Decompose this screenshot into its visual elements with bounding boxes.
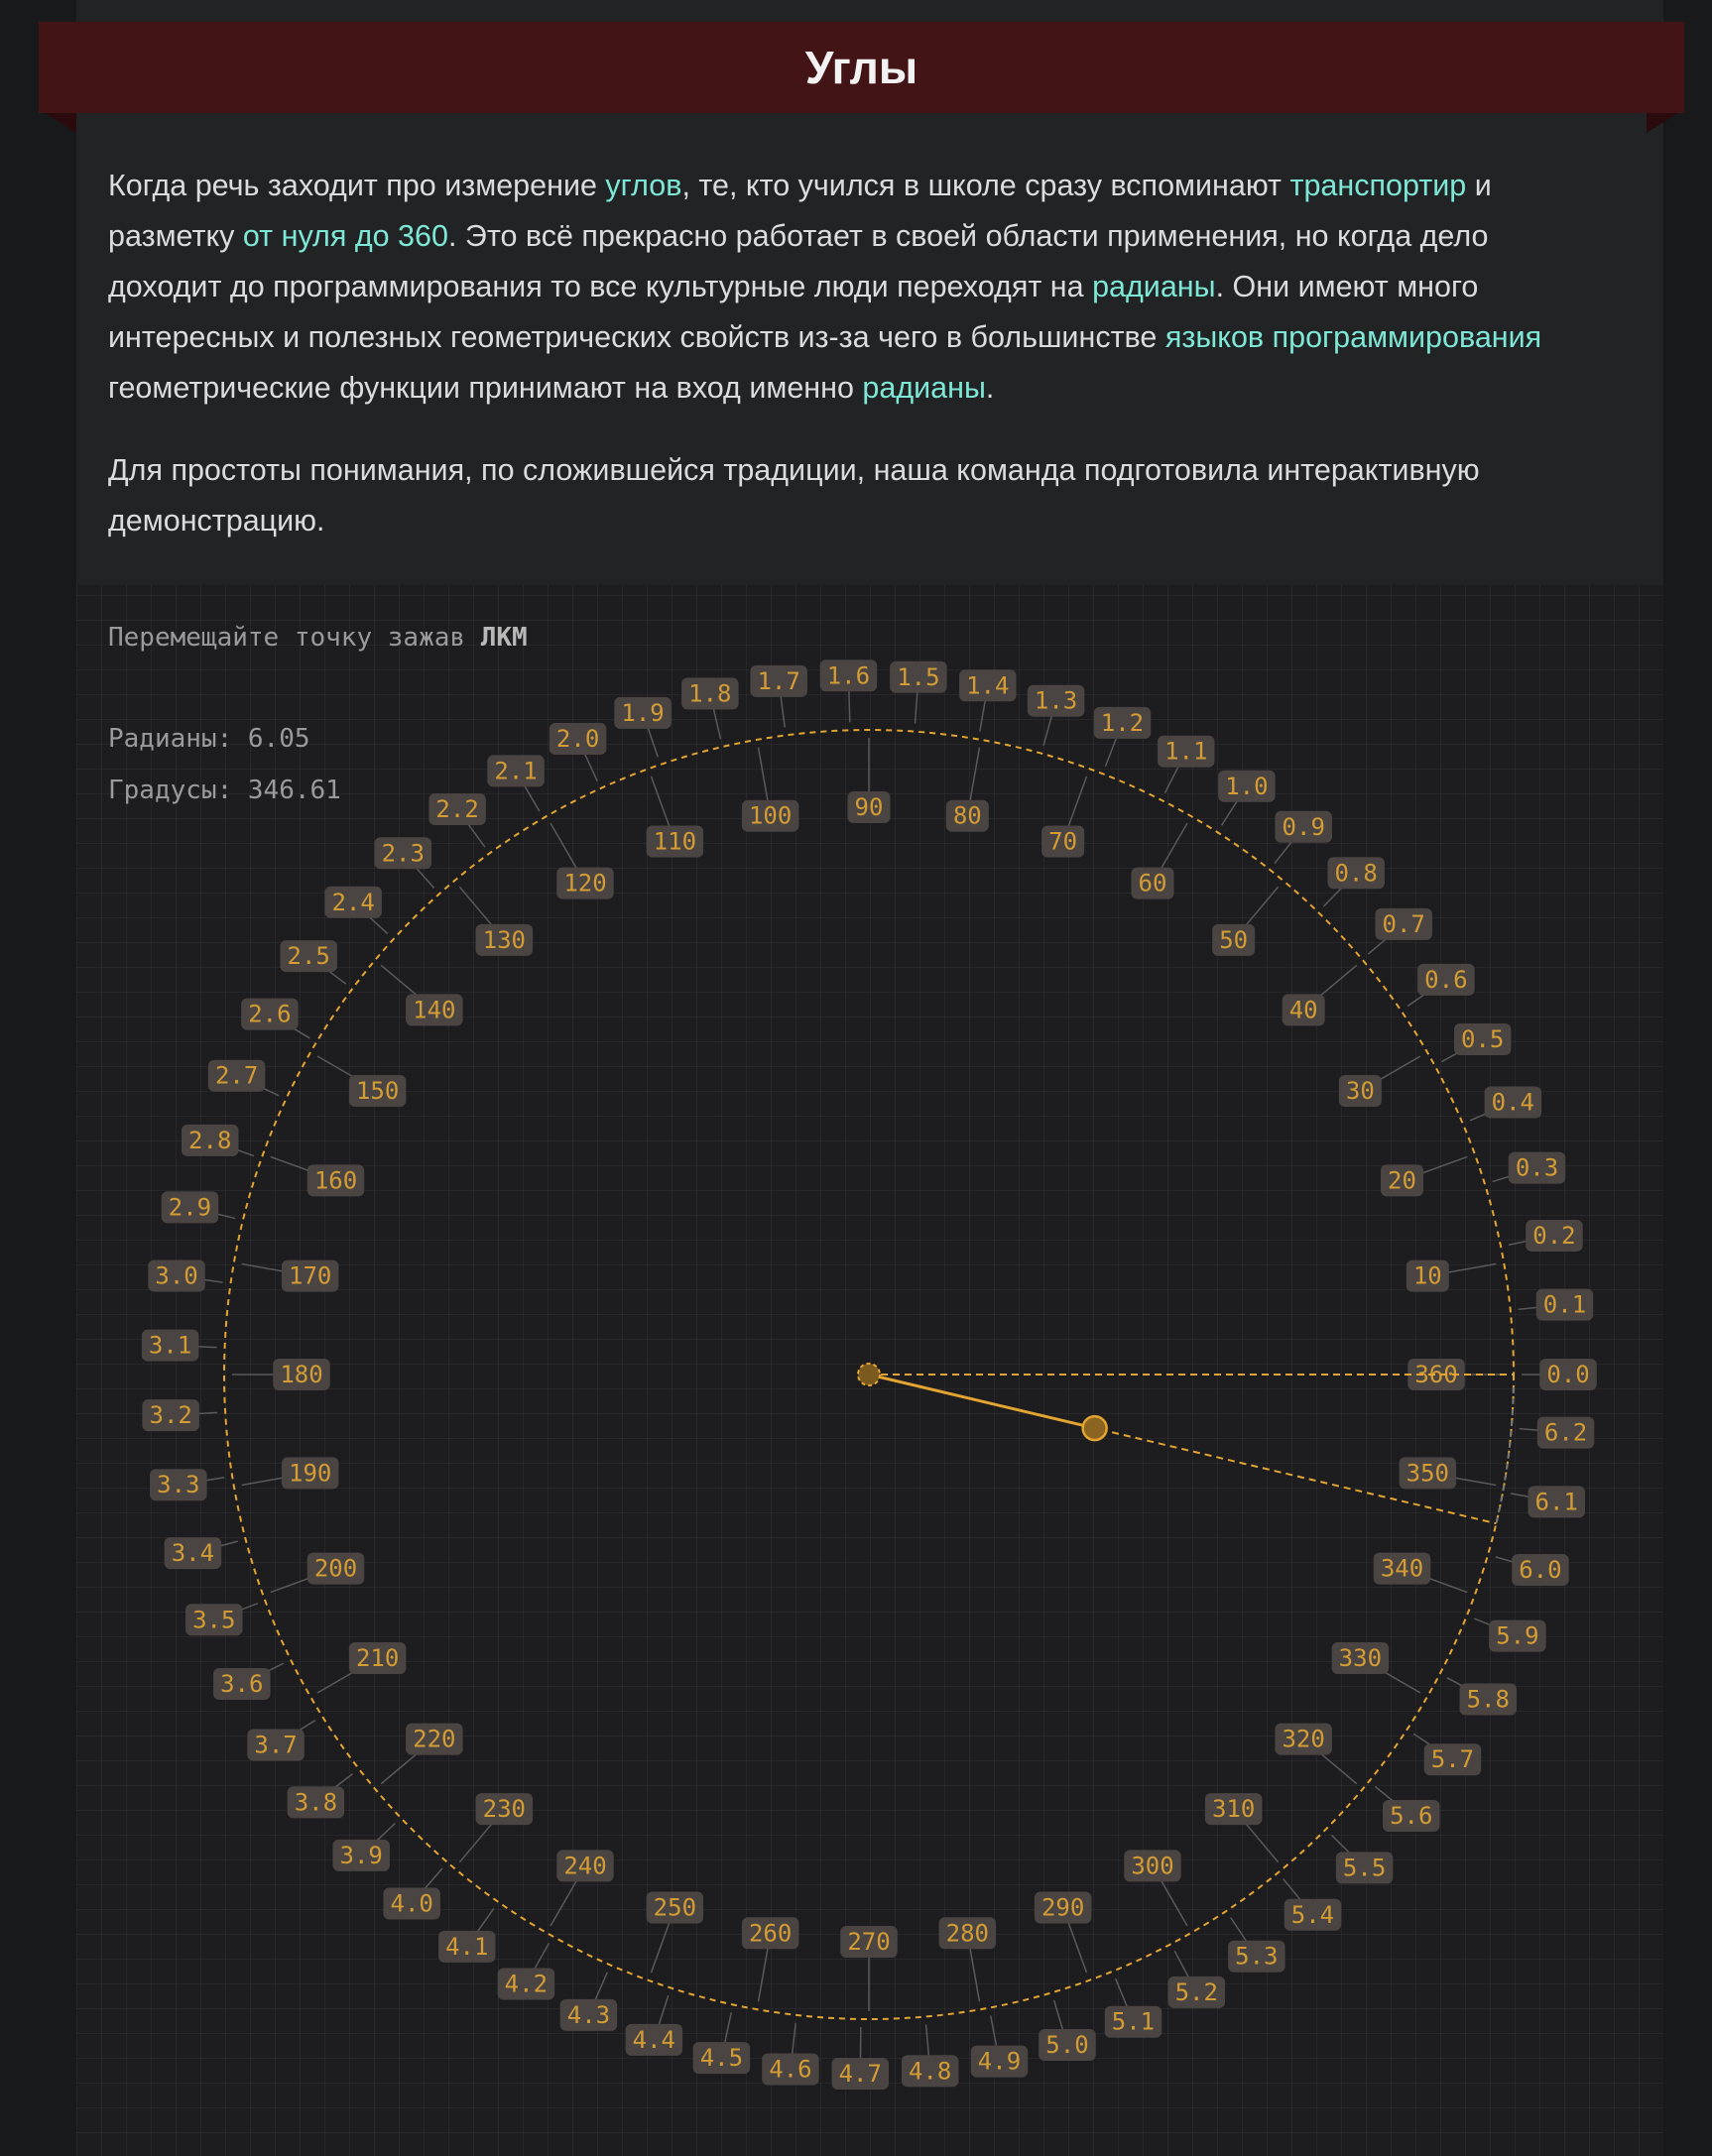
article-text: , те, кто учился в школе сразу вспоминают	[681, 169, 1290, 202]
radian-label-text: 6.2	[1543, 1418, 1588, 1447]
degree-label-text: 80	[952, 801, 982, 830]
radian-label-text: 4.6	[769, 2055, 812, 2084]
radian-label	[1509, 1152, 1566, 1184]
drag-hint-key: ЛКМ	[480, 623, 528, 653]
radian-label	[1489, 1620, 1546, 1652]
degree-label-text: 240	[563, 1852, 607, 1880]
radian-label-text: 4.2	[504, 1970, 549, 1998]
radian-label-text: 3.9	[339, 1841, 383, 1869]
degree-label	[273, 1359, 330, 1390]
radian-label	[142, 1330, 199, 1362]
demo-intro-paragraph: Для простоты понимания, по сложившейся традиции, наша команда подготовила интерактивную демонстрацию.	[108, 453, 1480, 538]
radian-label	[550, 723, 607, 755]
radian-label	[1539, 1359, 1597, 1390]
radian-label-text: 4.5	[699, 2044, 744, 2073]
radian-label	[1284, 1899, 1342, 1931]
radian-label-text: 2.7	[214, 1061, 259, 1090]
article-link[interactable]: радианы	[862, 371, 986, 405]
degree-label	[1339, 1075, 1382, 1107]
radian-label	[1485, 1086, 1542, 1118]
radian-label-text: 6.0	[1519, 1555, 1562, 1584]
degree-label	[556, 1850, 614, 1881]
radian-label	[693, 2042, 751, 2074]
degree-label-text: 120	[563, 869, 607, 898]
degree-label	[1035, 1892, 1092, 1924]
degree-label-text: 100	[748, 801, 793, 830]
radian-label	[832, 2058, 890, 2090]
degree-label	[307, 1553, 365, 1585]
radian-label	[148, 1260, 205, 1292]
degree-label	[406, 994, 463, 1025]
degree-label-text: 90	[854, 793, 884, 821]
degree-label	[406, 1724, 463, 1755]
radian-label-text: 3.1	[148, 1331, 192, 1360]
radian-label-text: 2.3	[381, 839, 425, 868]
radian-label	[487, 755, 545, 786]
degree-label	[1381, 1164, 1423, 1196]
drag-handle[interactable]	[1083, 1416, 1107, 1440]
radian-label-text: 3.0	[155, 1261, 198, 1290]
radians-label: Радианы:	[108, 724, 233, 754]
radian-label-text: 4.3	[566, 2000, 611, 2029]
degree-label	[1124, 1850, 1181, 1881]
radian-label-text: 4.7	[838, 2059, 882, 2088]
radian-label-text: 0.7	[1382, 909, 1425, 938]
radian-label	[1375, 908, 1432, 940]
radian-label-text: 5.9	[1496, 1621, 1539, 1650]
radian-label	[162, 1191, 219, 1223]
radian-label	[1526, 1220, 1583, 1252]
radian-label	[498, 1968, 554, 1999]
radian-label	[247, 1730, 305, 1761]
radian-label	[1537, 1417, 1595, 1449]
degree-label	[946, 800, 989, 832]
radian-label-text: 0.2	[1532, 1221, 1576, 1250]
radian-label-text: 0.9	[1282, 812, 1325, 841]
radian-label-text: 2.1	[494, 757, 538, 785]
radian-label	[971, 2046, 1029, 2078]
radian-label	[762, 2054, 819, 2086]
radian-label-text: 0.0	[1546, 1361, 1590, 1388]
radian-label	[142, 1399, 199, 1431]
radian-label	[241, 999, 299, 1030]
radian-label-text: 1.6	[826, 661, 871, 690]
radian-label-text: 5.3	[1235, 1942, 1279, 1971]
radian-label-text: 1.3	[1034, 686, 1078, 715]
degree-label-text: 270	[847, 1928, 891, 1956]
radian-label-text: 2.8	[188, 1126, 232, 1154]
radian-label	[280, 940, 337, 972]
article-text: и разметку	[108, 169, 1492, 253]
radian-label	[213, 1668, 271, 1700]
degree-label-text: 340	[1380, 1554, 1424, 1583]
radian-label	[1228, 1941, 1285, 1973]
degree-label-text: 230	[482, 1795, 527, 1824]
degree-label-text: 280	[945, 1919, 990, 1948]
radian-label-text: 0.3	[1515, 1153, 1559, 1182]
radian-label-text: 1.7	[757, 666, 800, 695]
radian-label	[681, 677, 739, 709]
article-text: геометрические функции принимают на вход именно	[108, 371, 863, 405]
swept-arc	[1496, 1387, 1514, 1526]
degree-label-text: 30	[1345, 1077, 1375, 1105]
degree-label-text: 150	[355, 1077, 400, 1105]
radian-label	[1218, 771, 1276, 802]
radian-label-text: 0.8	[1334, 859, 1378, 888]
radian-label	[428, 793, 486, 825]
radian-label-text: 5.5	[1342, 1854, 1387, 1882]
radian-label-text: 3.4	[171, 1539, 215, 1568]
degree-label-text: 360	[1414, 1361, 1458, 1388]
degree-label-text: 210	[355, 1644, 400, 1672]
degree-label	[349, 1075, 407, 1107]
radian-label	[1275, 811, 1332, 843]
radian-label-text: 2.9	[168, 1193, 212, 1222]
radian-label	[1454, 1023, 1512, 1055]
radian-label	[185, 1604, 243, 1635]
degree-label-text: 310	[1211, 1795, 1256, 1824]
radian-label-text: 3.5	[192, 1606, 236, 1634]
degree-label-text: 320	[1282, 1725, 1325, 1753]
radian-label	[820, 659, 878, 691]
degree-label-text: 330	[1338, 1644, 1383, 1672]
radian-label-text: 5.8	[1466, 1685, 1510, 1714]
radian-label	[1028, 685, 1085, 717]
radian-label-text: 2.6	[248, 1000, 292, 1028]
radian-label	[182, 1125, 239, 1156]
center-point	[858, 1364, 880, 1385]
radians-value: 6.05	[247, 724, 310, 754]
degree-label-text: 60	[1138, 869, 1167, 898]
drag-hint-text: Перемещайте точку зажав	[108, 623, 481, 653]
radian-label-text: 5.0	[1045, 2031, 1089, 2060]
radian-label-text: 5.7	[1430, 1745, 1475, 1774]
degree-label	[1283, 994, 1325, 1025]
radian-label-text: 4.4	[632, 2025, 676, 2054]
degrees-value: 346.61	[247, 776, 341, 805]
degree-label	[282, 1457, 339, 1489]
degree-label-text: 170	[289, 1261, 332, 1290]
degree-label	[476, 1793, 534, 1825]
degree-label-text: 350	[1406, 1459, 1449, 1488]
radian-label-text: 3.3	[157, 1471, 200, 1499]
radian-label-text: 2.0	[555, 724, 600, 753]
radian-label	[890, 661, 947, 693]
radian-label-text: 1.5	[897, 662, 940, 691]
degree-label	[742, 800, 799, 832]
handle-arm	[869, 1375, 1095, 1428]
radian-label	[383, 1888, 440, 1920]
radian-label-text: 1.4	[966, 671, 1010, 700]
degree-label-text: 250	[653, 1893, 697, 1922]
radian-label-text: 1.1	[1164, 737, 1208, 766]
degree-label	[742, 1917, 799, 1949]
degree-label-text: 220	[413, 1725, 456, 1753]
degree-label	[1275, 1724, 1332, 1755]
radian-label	[1417, 964, 1475, 996]
radian-label	[150, 1469, 207, 1500]
radian-label	[626, 2024, 683, 2056]
radian-label	[560, 1999, 618, 2031]
radian-label-text: 4.0	[390, 1889, 433, 1918]
radian-label-text: 3.6	[220, 1669, 264, 1698]
degree-label-text: 110	[653, 827, 697, 856]
radian-label-text: 4.1	[445, 1932, 489, 1961]
radian-label-text: 2.4	[331, 888, 375, 916]
article-text: Когда речь заходит про измерение	[108, 169, 606, 202]
degree-label-text: 160	[313, 1166, 358, 1195]
radian-label-text: 3.8	[294, 1788, 338, 1817]
radian-label-text: 1.8	[688, 679, 732, 708]
degree-label	[1374, 1553, 1431, 1585]
radian-label	[375, 837, 432, 869]
radian-label-text: 0.4	[1491, 1088, 1535, 1117]
radian-label	[750, 665, 807, 697]
degree-label-text: 70	[1048, 827, 1078, 856]
radian-label	[1536, 1289, 1594, 1321]
degree-label-text: 260	[748, 1919, 793, 1948]
radian-label-text: 0.1	[1542, 1290, 1587, 1319]
radian-label-text: 3.2	[149, 1401, 192, 1430]
radian-label	[1528, 1486, 1585, 1517]
degree-label	[1205, 1793, 1263, 1825]
radian-label	[332, 1840, 390, 1871]
article-text: .	[985, 371, 995, 405]
degree-label-text: 300	[1131, 1852, 1174, 1880]
degree-label	[556, 868, 614, 899]
degree-label-text: 190	[289, 1459, 332, 1488]
radian-label-text: 5.1	[1111, 2007, 1156, 2036]
radian-label	[1039, 2029, 1096, 2061]
radian-label-text: 0.5	[1461, 1025, 1505, 1054]
degree-label	[1332, 1642, 1390, 1674]
radian-label	[1168, 1976, 1226, 2008]
degree-label-text: 10	[1412, 1261, 1442, 1290]
radian-label-text: 6.1	[1534, 1488, 1578, 1516]
degree-label	[307, 1164, 365, 1196]
degree-label-text: 20	[1388, 1166, 1416, 1195]
radian-label	[1327, 857, 1385, 889]
degree-label	[1041, 825, 1084, 857]
degree-label	[939, 1917, 997, 1949]
radian-label	[1383, 1800, 1440, 1832]
radian-label-text: 0.6	[1424, 965, 1468, 994]
radian-label	[1336, 1852, 1394, 1883]
radian-label	[959, 669, 1017, 701]
page-title: Углы	[804, 42, 918, 93]
radian-label-text: 4.9	[977, 2047, 1022, 2076]
radian-label-text: 1.2	[1100, 708, 1145, 737]
degree-label-text: 40	[1288, 996, 1318, 1024]
radian-label-text: 2.2	[435, 795, 479, 824]
article-link[interactable]: радианы	[1092, 270, 1216, 303]
degree-label	[1400, 1457, 1457, 1489]
radian-label	[438, 1931, 496, 1963]
article-text: . Это всё прекрасно работает в своей области применения, но когда дело доходит до программирования то все культурные люди переходят на	[108, 219, 1489, 303]
radian-label	[165, 1537, 222, 1569]
degrees-label: Градусы:	[108, 776, 233, 805]
degree-label	[647, 1892, 704, 1924]
radian-label	[1460, 1684, 1518, 1716]
degree-label-text: 200	[313, 1554, 358, 1583]
degree-label-text: 180	[280, 1361, 323, 1388]
radian-label	[288, 1786, 345, 1818]
degree-label	[647, 825, 704, 857]
degree-label-text: 130	[482, 925, 527, 954]
radian-label	[1094, 707, 1152, 739]
radian-label	[1105, 2006, 1162, 2038]
article-text: . Они имеют много интересных и полезных геометрических свойств из-за чего в большинстве	[108, 270, 1479, 354]
radian-label	[1158, 736, 1215, 768]
degree-label	[848, 791, 891, 823]
article-link[interactable]: транспортир	[1289, 169, 1467, 202]
radian-label	[208, 1060, 266, 1092]
radian-label	[614, 697, 672, 729]
radian-label-text: 2.5	[287, 942, 330, 971]
article-link[interactable]: языков программирования	[1164, 320, 1542, 354]
radian-label-text: 5.6	[1390, 1802, 1433, 1831]
degree-label-text: 140	[413, 996, 456, 1024]
degree-label	[349, 1642, 407, 1674]
degree-label	[840, 1926, 898, 1958]
degree-label-text: 50	[1219, 925, 1249, 954]
radian-label-text: 1.0	[1225, 772, 1269, 800]
radian-label-text: 5.2	[1174, 1977, 1218, 2006]
radian-label-text: 5.4	[1290, 1900, 1335, 1929]
radian-label	[902, 2055, 959, 2087]
radian-label	[1512, 1554, 1569, 1586]
article-link[interactable]: углов	[605, 169, 682, 202]
radian-label	[1424, 1743, 1482, 1775]
degree-label	[476, 924, 534, 956]
degree-label	[1212, 924, 1255, 956]
radian-label-text: 3.7	[254, 1731, 298, 1759]
degree-label-text: 290	[1040, 1893, 1085, 1922]
article-link[interactable]: от нуля до 360	[242, 219, 448, 253]
degree-label	[1132, 868, 1174, 899]
radian-label-text: 4.8	[909, 2057, 952, 2086]
radian-label	[324, 887, 382, 918]
radian-label-text: 1.9	[621, 698, 665, 727]
degree-label	[282, 1260, 339, 1292]
degree-label	[1406, 1260, 1449, 1292]
